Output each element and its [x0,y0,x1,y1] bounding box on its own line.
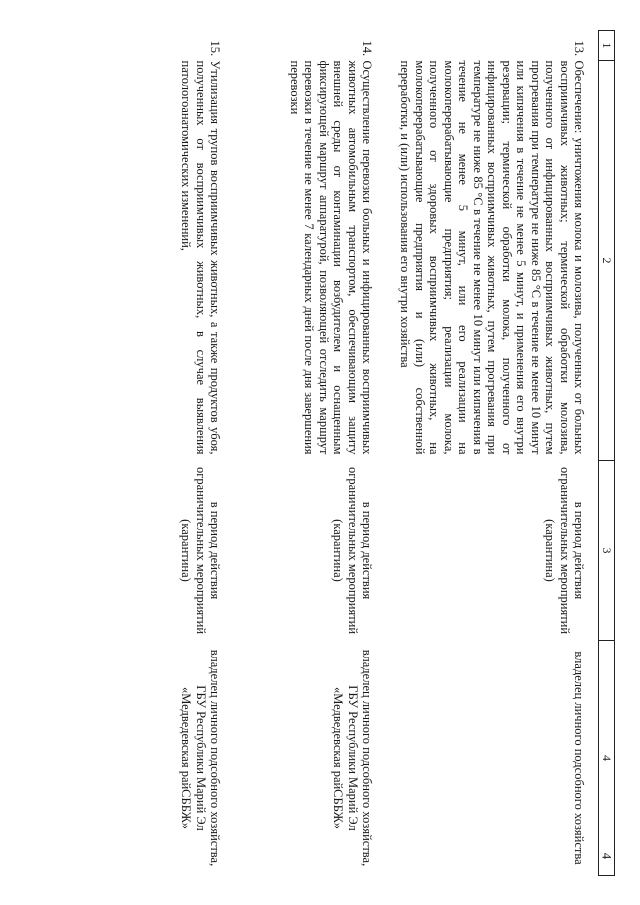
column-header-2: 2 [599,61,615,461]
column-header-row [599,31,615,876]
page-number: 4 [599,852,615,860]
column-header-3: 3 [599,461,615,641]
table-row [235,31,387,876]
row-number: 14. [360,40,375,57]
measure-responsible: владелец личного подсобного хозяйства, ГБУ Республики Марий Эл «Медведевская райСББЖ» [331,649,375,867]
measure-description: Осуществление перевозки больных и инфицированных восприимчивых животных автомобильным транспортом, обеспечивающим защиту внешней среды от контаминации возбудителем и оснащенным фиксирующей маршрут аппаратурой, позволяющей отследить маршрут перевозки в течение не менее 7 календарных дней после дня завершения перевозки [288,60,375,455]
measure-period: в период действия ограничительных мероприятий (карантина) [179,466,223,635]
column-header-1: 1 [599,31,615,61]
measure-description: Обеспечение: уничтожения молока и молозива, полученных от больных восприимчивых животных; термической обработки молозива, полученного от инфицированных восприимчивых животных, путем прогревания при температуре не ниже 85 °C в течение не менее 10 минут или кипячения в течение не менее 5 минут, и применения его внутри резервации; термической обработки молока, полученного от инфицированных восприимчивых животных, путем прогревания при температуре не ниже 85 °C в течение не менее 10 минут или кипячения в течение не менее 5 минут, или его реализации на молокоперерабатывающие предприятия; реализации молока, полученного от здоровых восприимчивых животных, на молокоперерабатывающие предприятия и (или) собственной переработки, и (или) использования его внутри хозяйства [398,60,587,455]
table-row [387,31,600,876]
measure-responsible: владелец личного подсобного хозяйства [572,651,587,865]
measure-period: в период действия ограничительных мероприятий (карантина) [331,466,375,635]
row-number: 13. [572,40,587,57]
document-page [25,30,615,875]
measure-responsible: владелец личного подсобного хозяйства, ГБУ Республики Марий Эл «Медведевская райСББЖ» [179,649,223,867]
table-row [113,31,235,876]
row-number: 15. [208,40,223,57]
measures-table [113,30,616,876]
column-header-4: 4 [599,641,615,876]
measure-description: Утилизация трупов восприимчивых животных, а также продуктов убоя, полученных от восприимчивых животных, в случае выявления патологоанатомических изменений, [179,60,223,455]
measure-period: в период действия ограничительных мероприятий (карантина) [543,466,587,635]
